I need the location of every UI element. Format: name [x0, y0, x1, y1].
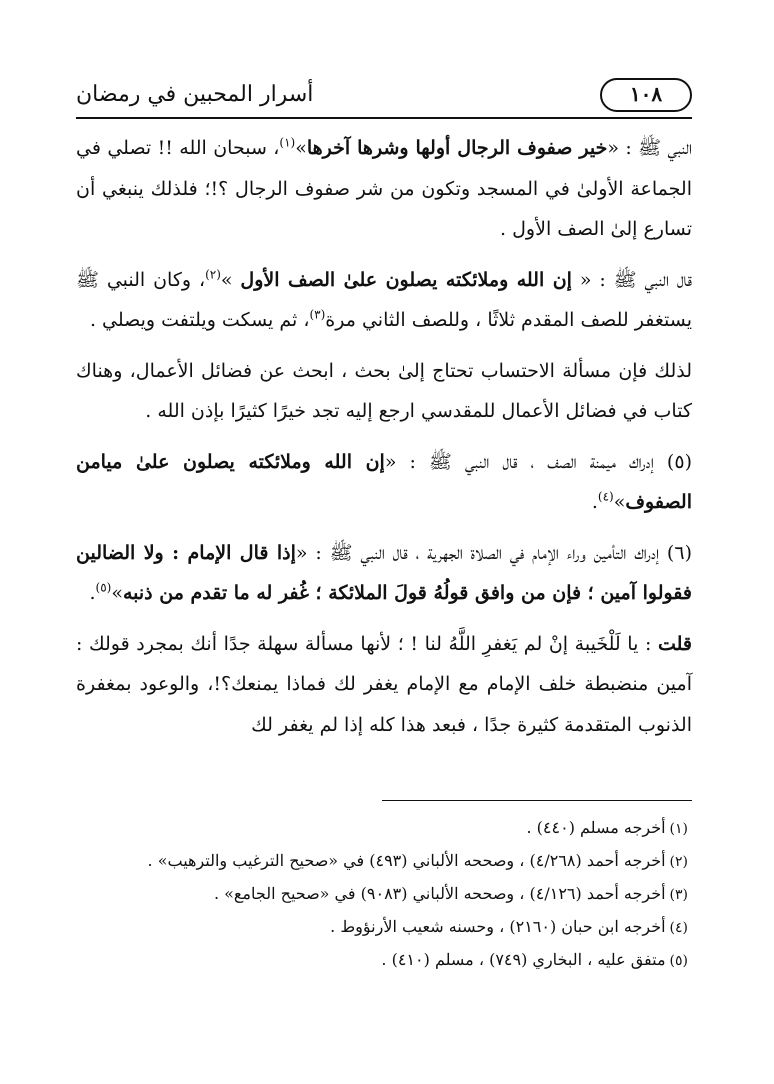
- text-segment: (٥) إدراك ميمنة الصف ، قال النبي ﷺ : «: [384, 450, 692, 473]
- text-segment: »: [111, 582, 123, 604]
- text-segment: قال النبي ﷺ : «: [571, 268, 692, 291]
- text-segment: ، ثم يسكت ويلتفت ويصلي .: [89, 309, 310, 331]
- main-text: [76, 128, 692, 755]
- text-segment: النبي ﷺ : «: [607, 137, 692, 159]
- footnote: [76, 911, 688, 944]
- header-rule: [76, 117, 692, 119]
- hadith-quote: إن الله وملائكته يصلون علىٰ ميامن الصفوف: [76, 450, 692, 513]
- paragraph: [76, 624, 692, 746]
- text-segment: .: [89, 582, 96, 604]
- footnote-number: (٢): [669, 854, 688, 870]
- running-title: أسرار المحبين في رمضان: [76, 82, 314, 107]
- paragraph: [76, 442, 692, 523]
- text-segment: .: [591, 491, 598, 513]
- footnote: [76, 878, 688, 911]
- hadith-quote: خير صفوف الرجال أولها وشرها آخرها: [306, 137, 608, 159]
- footnote: [76, 812, 688, 845]
- footnotes: [76, 812, 688, 977]
- footnote-reference: (٥): [95, 580, 112, 595]
- hadith-quote: قلت: [657, 632, 692, 655]
- footnote: [76, 845, 688, 878]
- footnote-reference: (١): [279, 135, 296, 150]
- paragraph: [76, 351, 692, 432]
- text-segment: »: [295, 137, 307, 159]
- text-segment: »: [613, 491, 626, 513]
- footnote-text: أخرجه أحمد (٤/١٢٦) ، وصححه الألباني (٩٠٨٣) في «صحيح الجامع» .: [213, 884, 666, 903]
- text-segment: : يا لَلْخَيبة إنْ لم يَغفرِ اللَّهُ لنا ! ؛ لأنها مسألة سهلة جدًا أنك بمجرد قولك : آمين منضبطة خلف الإمام مع الإمام يغفر لك فماذا يمنعك؟!، والوعود بمغفرة الذنوب المتقدمة كثيرة جدًا ، فبعد هذا كله إذا لم يغفر لك: [76, 632, 692, 736]
- footnote-text: متفق عليه ، البخاري (٧٤٩) ، مسلم (٤١٠) .: [381, 950, 666, 969]
- footnote-text: أخرجه أحمد (٤/٢٦٨) ، وصححه الألباني (٤٩٣) في «صحيح الترغيب والترهيب» .: [147, 851, 666, 870]
- footnote-number: (٥): [669, 953, 688, 969]
- text-segment: »: [220, 268, 241, 291]
- text-segment: ، وكان النبي ﷺ يستغفر للصف المقدم ثلاثًا ، وللصف الثاني مرة: [76, 268, 692, 331]
- footnote-reference: (٢): [205, 267, 221, 282]
- footnote-reference: (٤): [597, 489, 614, 504]
- footnote-text: أخرجه ابن حبان (٢١٦٠) ، وحسنه شعيب الأرنؤوط .: [330, 917, 666, 936]
- footnote: [76, 944, 688, 977]
- page-number: ١٠٨: [600, 78, 692, 112]
- paragraph: [76, 260, 692, 341]
- paragraph: [76, 533, 692, 614]
- footnote-number: (٤): [669, 920, 688, 936]
- page-header: [76, 78, 692, 118]
- footnote-number: (١): [669, 821, 688, 837]
- text-segment: ، سبحان الله !! تصلي في الجماعة الأولىٰ في المسجد وتكون من شر صفوف الرجال ؟!؛ فلذلك ينبغي أن تسارع إلىٰ الصف الأول .: [76, 137, 692, 240]
- footnote-reference: (٣): [309, 307, 326, 322]
- footnote-text: أخرجه مسلم (٤٤٠) .: [526, 818, 666, 837]
- footnote-separator: [382, 800, 692, 801]
- footnote-number: (٣): [669, 887, 688, 903]
- hadith-quote: إن الله وملائكته يصلون علىٰ الصف الأول: [240, 268, 572, 291]
- text-segment: (٦) إدراك التأمين وراء الإمام في الصلاة الجهرية ، قال النبي ﷺ : «: [295, 541, 692, 564]
- paragraph: [76, 128, 692, 250]
- hadith-quote: إذا قال الإمام : ولا الضالين فقولوا آمين ؛ فإن من وافق قولُهُ قولَ الملائكة ؛ غُفر له ما تقدم من ذنبه: [76, 541, 692, 604]
- text-segment: لذلك فإن مسألة الاحتساب تحتاج إلىٰ بحث ، ابحث عن فضائل الأعمال، وهناك كتاب في فضائل الأعمال للمقدسي ارجع إليه تجد خيرًا كثيرًا بإذن الله .: [76, 359, 692, 422]
